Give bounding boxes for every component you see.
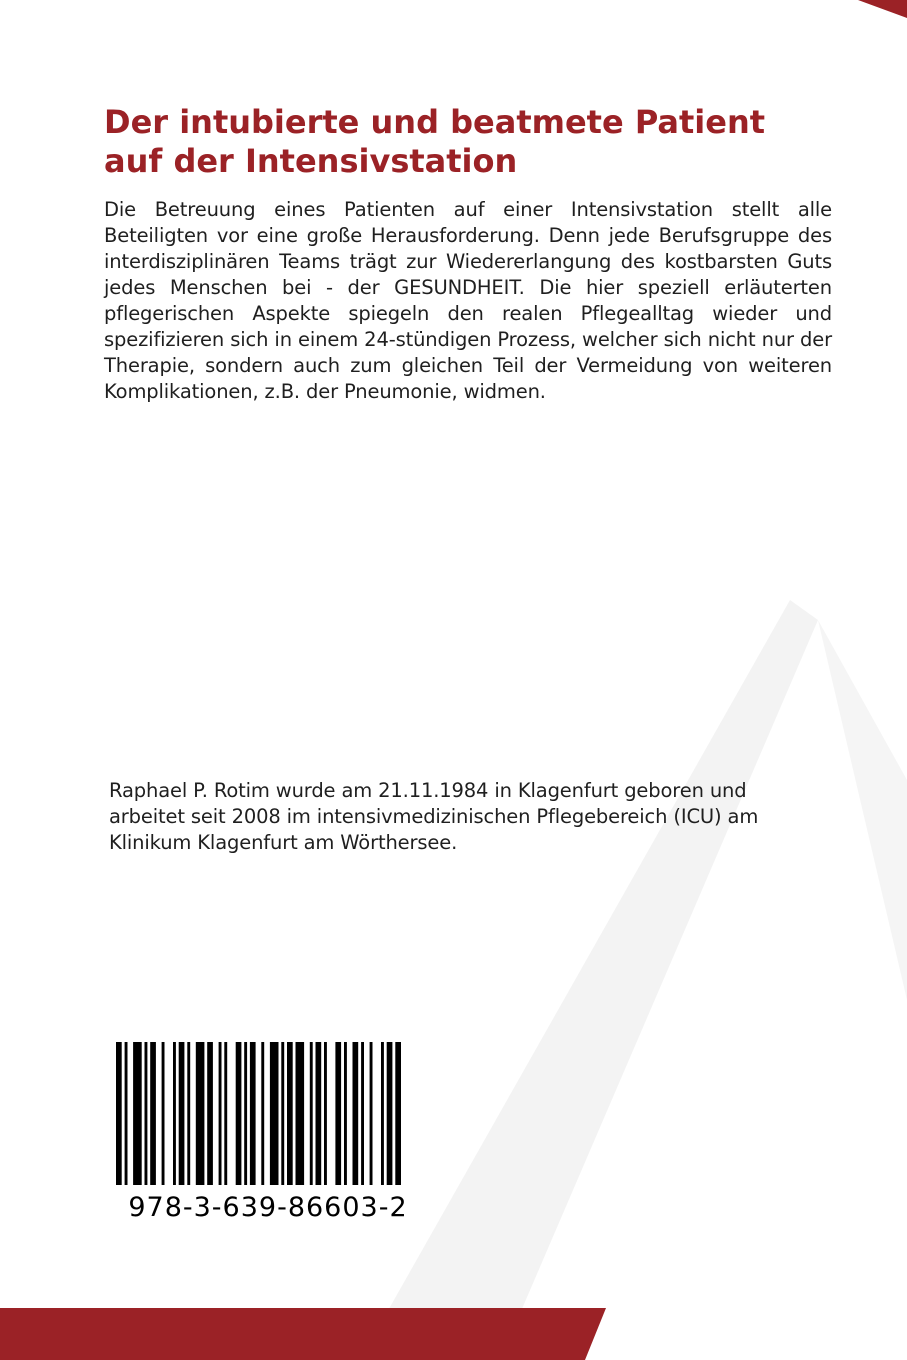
barcode-bar: [370, 1042, 373, 1185]
book-description: Die Betreuung eines Patienten auf einer Intensivstation stellt alle Beteiligten vor eine große Herausforderung. Denn jede Berufsgruppe des interdisziplinären Teams trägt zur Wiedererlangung des kostbarsten Guts jedes Menschen bei - der GESUNDHEIT. Die hier speziell erläuterten pflegerischen Aspekte spiegeln den realen Pflegealltag wieder und spezifizieren sich in einem 24-stündigen Prozess, welcher sich nicht nur der Therapie, sondern auch zum gleichen Teil der Vermeidung von weiteren Komplikationen, z.B. der Pneumonie, widmen.: [104, 198, 832, 403]
barcode-bar: [261, 1042, 264, 1185]
barcode-bar: [361, 1042, 364, 1185]
decor-gray-stripe-right: [818, 620, 907, 1000]
barcode-bar: [250, 1042, 256, 1185]
barcode-bar: [116, 1042, 122, 1185]
barcode-bar: [395, 1042, 401, 1185]
barcode-bar: [287, 1042, 293, 1185]
decor-red-band-bottom: [0, 1308, 606, 1360]
barcode-bars: [104, 1030, 424, 1190]
barcode-bar: [244, 1042, 247, 1185]
author-bio: Raphael P. Rotim wurde am 21.11.1984 in Klagenfurt geboren und arbeitet seit 2008 im intensivmedizinischen Pflegebereich (ICU) am Klinikum Klagenfurt am Wörthersee.: [109, 779, 759, 854]
barcode-bar: [179, 1042, 185, 1185]
barcode-bar: [162, 1042, 165, 1185]
barcode-bar: [324, 1042, 327, 1185]
book-title: [104, 103, 824, 181]
barcode-bar: [207, 1042, 213, 1185]
barcode-bar: [310, 1042, 313, 1185]
barcode-bar: [387, 1042, 393, 1185]
isbn-number: 978-3-639-86603-2: [128, 1192, 408, 1223]
barcode-bar: [196, 1042, 205, 1185]
barcode-bar: [150, 1042, 156, 1185]
barcode-bar: [187, 1042, 190, 1185]
book-title-line-2: auf der Intensivstation: [104, 142, 518, 180]
barcode-bar: [224, 1042, 227, 1185]
barcode-bar: [281, 1042, 284, 1185]
barcode-bar: [353, 1042, 359, 1185]
barcode-bar: [125, 1042, 128, 1185]
barcode-bar: [270, 1042, 279, 1185]
barcode-bar: [344, 1042, 347, 1185]
isbn-barcode: [104, 1030, 424, 1230]
barcode-bar: [296, 1042, 305, 1185]
barcode-bar: [133, 1042, 142, 1185]
book-title-line-1: Der intubierte und beatmete Patient: [104, 103, 766, 141]
barcode-bar: [236, 1042, 242, 1185]
decor-red-stripe-top: [858, 0, 907, 18]
barcode-bar: [381, 1042, 384, 1185]
decor-gray-stripe: [360, 600, 818, 1360]
barcode-bar: [173, 1042, 176, 1185]
barcode-bar: [316, 1042, 322, 1185]
barcode-bar: [219, 1042, 222, 1185]
barcode-bar: [145, 1042, 148, 1185]
barcode-bar: [335, 1042, 341, 1185]
